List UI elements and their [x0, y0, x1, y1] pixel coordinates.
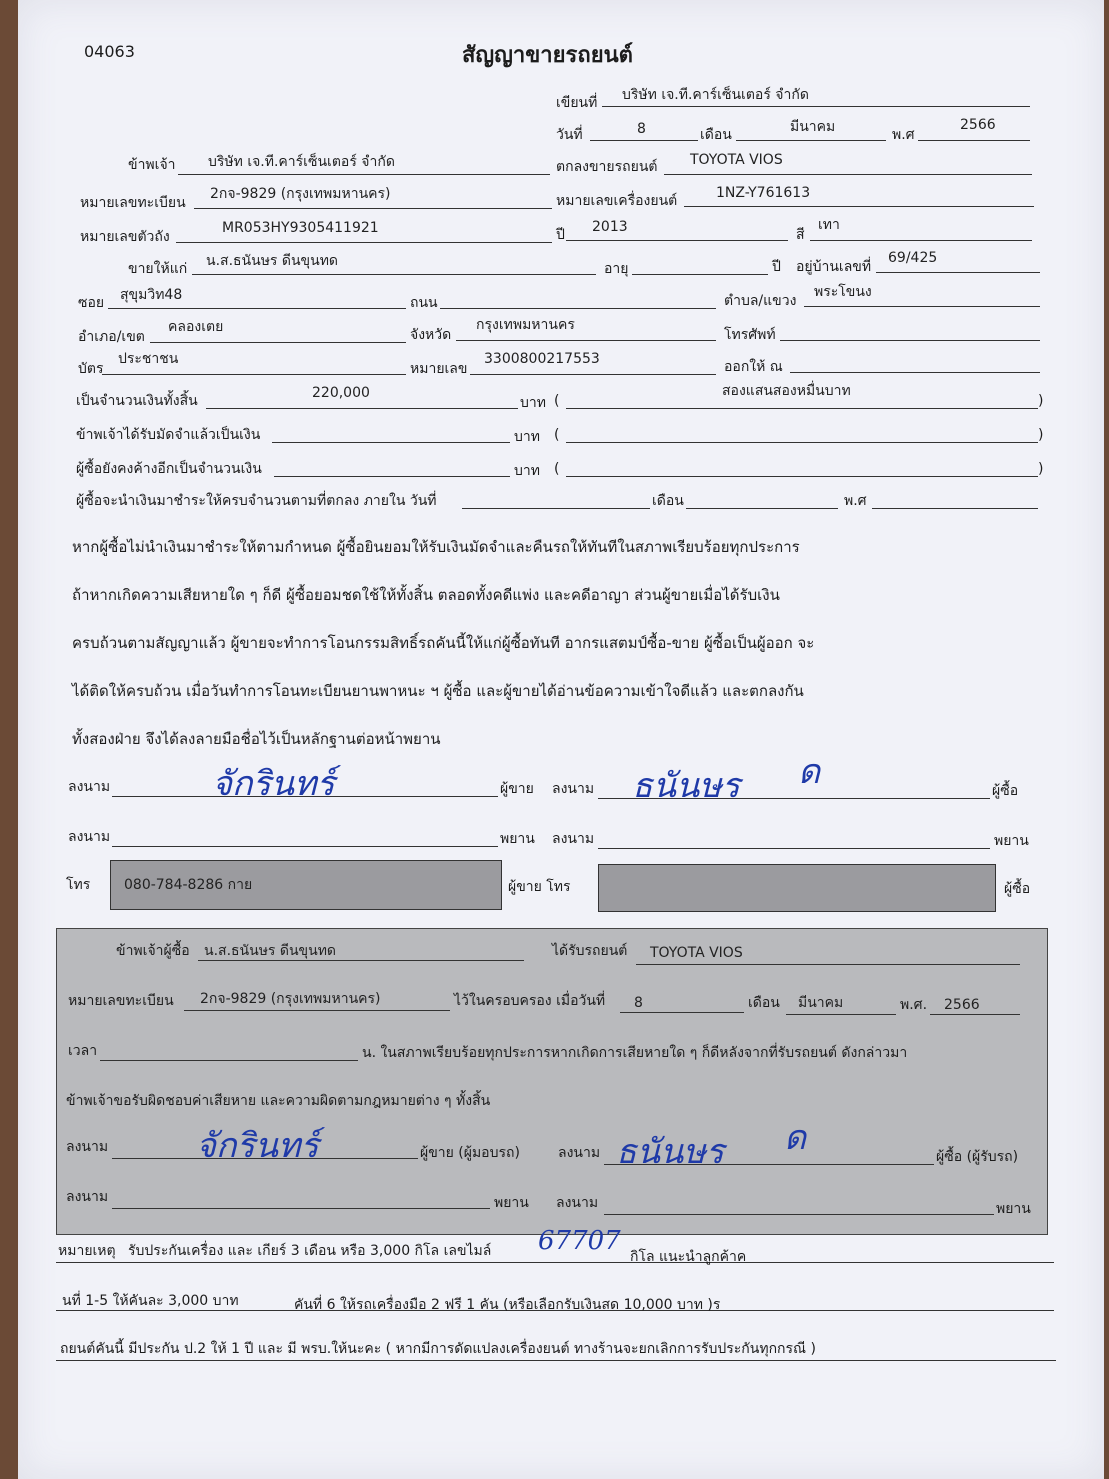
- receipt-line-1: น. ในสภาพเรียบร้อยทุกประการหากเกิดการเสียหายใด ๆ ก็ดีหลังจากที่รับรถยนต์ ดังกล่าวมา: [362, 1045, 908, 1061]
- receipt-month-line: [786, 1014, 896, 1015]
- receipt-car-value: TOYOTA VIOS: [650, 945, 743, 961]
- phone-line: [780, 340, 1040, 341]
- deposit-label: ข้าพเจ้าได้รับมัดจำแล้วเป็นเงิน: [76, 427, 261, 443]
- card-no-line: [470, 374, 716, 375]
- province-label: จังหวัด: [410, 327, 452, 343]
- receipt-buyer-line: [198, 960, 524, 961]
- province-value: กรุงเทพมหานคร: [476, 317, 575, 333]
- addr-label: อยู่บ้านเลขที่: [796, 259, 872, 275]
- receipt-possess-label: ไว้ในครอบครอง เมื่อวันที่: [454, 993, 606, 1009]
- receipt-month-label: เดือน: [748, 995, 780, 1011]
- road-label: ถนน: [410, 295, 438, 311]
- witness2-line: [598, 848, 990, 849]
- document-title: สัญญาขายรถยนต์: [462, 43, 633, 68]
- receipt-witness2-role: พยาน: [996, 1201, 1031, 1217]
- witness1-role: พยาน: [500, 831, 535, 847]
- total-open-paren: (: [554, 393, 560, 409]
- seller-phone-tag: ผู้ขาย โทร: [508, 879, 571, 895]
- receipt-buyer-sign-label: ลงนาม: [558, 1145, 601, 1161]
- receipt-year-value: 2566: [944, 997, 980, 1013]
- chassis-line: [176, 242, 552, 243]
- receipt-day-line: [620, 1012, 744, 1013]
- terms-line-2: ถ้าหากเกิดความเสียหายใด ๆ ก็ดี ผู้ซื้อยอมชดใช้ให้ทั้งสิ้น ตลอดทั้งคดีแพ่ง และคดีอาญา ส่วนผู้ขายเมื่อได้รับเงิน: [72, 586, 780, 604]
- buyer-sign-label: ลงนาม: [552, 781, 595, 797]
- car-year-value: 2013: [592, 219, 628, 235]
- car-year-label: ปี: [556, 227, 565, 243]
- deposit-text-line: [566, 442, 1038, 443]
- receipt-year-line: [930, 1014, 1020, 1015]
- color-label: สี: [796, 227, 805, 243]
- day-line: [590, 140, 698, 141]
- written-at-line: [602, 106, 1030, 107]
- terms-line-5: ทั้งสองฝ่าย จึงได้ลงลายมือชื่อไว้เป็นหลักฐานต่อหน้าพยาน: [72, 730, 441, 748]
- receipt-witness1-label: ลงนาม: [66, 1189, 109, 1205]
- note-line-1: [56, 1262, 1054, 1263]
- buyer-signature: ธนันษร: [632, 766, 740, 806]
- road-line: [440, 308, 716, 309]
- terms-line-4: ได้ติดให้ครบถ้วน เมื่อวันทำการโอนทะเบียนยานพาหนะ ฯ ผู้ซื้อ และผู้ขายได้อ่านข้อความเข้าใจดีแล้ว และตกลงกัน: [72, 682, 804, 700]
- day-value: 8: [637, 121, 646, 137]
- receipt-car-line: [636, 964, 1020, 965]
- buyer-value: น.ส.ธนันษร ดีนขุนทด: [206, 253, 339, 269]
- age-line: [632, 274, 768, 275]
- total-line: [206, 408, 518, 409]
- subdistrict-value: พระโขนง: [814, 284, 872, 300]
- witness2-role: พยาน: [994, 833, 1029, 849]
- year-value: 2566: [960, 117, 996, 133]
- total-text-line: [566, 408, 1038, 409]
- receipt-witness2-line: [604, 1214, 994, 1215]
- deposit-line: [272, 442, 510, 443]
- year-line: [918, 140, 1030, 141]
- receipt-reg-line: [184, 1010, 450, 1011]
- receipt-seller-role: ผู้ขาย (ผู้มอบรถ): [420, 1145, 520, 1161]
- engine-line: [684, 206, 1034, 207]
- receipt-buyer-value: น.ส.ธนันษร ดีนขุนทด: [204, 943, 337, 959]
- receipt-witness1-line: [112, 1208, 490, 1209]
- phone-label: โทรศัพท์: [724, 327, 776, 343]
- seller-phone-label: โทร: [66, 877, 91, 893]
- reg-label: หมายเลขทะเบียน: [80, 195, 186, 211]
- receipt-seller-sign-label: ลงนาม: [66, 1139, 109, 1155]
- addr-value: 69/425: [888, 250, 938, 266]
- note-2a: นที่ 1-5 ให้คันละ 3,000 บาท: [62, 1293, 239, 1309]
- pay-month-label: เดือน: [652, 493, 684, 509]
- month-line: [736, 140, 886, 141]
- pay-day-line: [462, 508, 650, 509]
- pay-label: ผู้ซื้อจะนำเงินมาชำระให้ครบจำนวนตามที่ตกลง ภายใน วันที่: [76, 493, 437, 509]
- car-value: TOYOTA VIOS: [690, 152, 783, 168]
- date-label: วันที่: [556, 127, 583, 143]
- pay-year-label: พ.ศ: [844, 493, 867, 509]
- card-value: ประชาชน: [118, 351, 179, 367]
- buyer-role: ผู้ซื้อ: [992, 783, 1019, 799]
- written-at-value: บริษัท เจ.ที.คาร์เซ็นเตอร์ จำกัด: [622, 87, 809, 103]
- reg-value: 2กจ-9829 (กรุงเทพมหานคร): [210, 186, 391, 202]
- seller-signature: จักรินทร์: [212, 764, 335, 804]
- card-no-value: 3300800217553: [484, 351, 600, 367]
- receipt-witness1-role: พยาน: [494, 1195, 529, 1211]
- engine-value: 1NZ-Y761613: [716, 185, 811, 201]
- buyer-phone-tag: ผู้ซื้อ: [1004, 881, 1031, 897]
- color-value: เทา: [818, 217, 840, 233]
- terms-line-3: ครบถ้วนตามสัญญาแล้ว ผู้ขายจะทำการโอนกรรมสิทธิ์รถคันนี้ให้แก่ผู้ซื้อทันที อากรแสตมป์ซื้อ-ขาย ผู้ซื้อเป็นผู้ออก จะ: [72, 634, 815, 652]
- pay-month-line: [686, 508, 838, 509]
- receipt-month-value: มีนาคม: [798, 995, 844, 1011]
- note-line-3: [56, 1360, 1056, 1361]
- remain-label: ผู้ซื้อยังคงค้างอีกเป็นจำนวนเงิน: [76, 461, 262, 477]
- age-label: อายุ: [604, 261, 629, 277]
- car-line: [664, 174, 1032, 175]
- remain-open-paren: (: [554, 461, 560, 477]
- receipt-section: [56, 928, 1048, 1235]
- note-1: รับประกันเครื่อง และ เกียร์ 3 เดือน หรือ 3,000 กิโล เลขไมล์: [128, 1243, 492, 1259]
- color-line: [810, 240, 1032, 241]
- buyer-initial: ด: [798, 752, 821, 792]
- deposit-close-paren: ): [1038, 427, 1044, 443]
- note-3: ถยนต์คันนี้ มีประกัน ป.2 ให้ 1 ปี และ มี พรบ.ให้นะคะ ( หากมีการดัดแปลงเครื่องยนต์ ทางร้านจะยกเลิกการรับประกันทุกกรณี ): [60, 1341, 816, 1357]
- soi-label: ซอย: [78, 295, 105, 311]
- receipt-time-label: เวลา: [68, 1043, 98, 1059]
- witness2-sign-label: ลงนาม: [552, 831, 595, 847]
- agree-label: ตกลงขายรถยนต์: [556, 159, 658, 175]
- subdistrict-line: [804, 306, 1040, 307]
- receipt-time-line: [100, 1060, 358, 1061]
- buyer-phone-box: [598, 864, 996, 912]
- chassis-value: MR053HY9305411921: [222, 220, 379, 236]
- soi-value: สุขุมวิท48: [120, 287, 183, 303]
- soi-line: [108, 308, 406, 309]
- receipt-witness2-label: ลงนาม: [556, 1195, 599, 1211]
- sell-to-label: ขายให้แก่: [128, 261, 188, 277]
- seller-role: ผู้ขาย: [500, 781, 534, 797]
- remain-close-paren: ): [1038, 461, 1044, 477]
- total-baht: บาท: [520, 395, 546, 411]
- receipt-line-2: ข้าพเจ้าขอรับผิดชอบค่าเสียหาย และความผิดตามกฎหมายต่าง ๆ ทั้งสิ้น: [66, 1093, 491, 1109]
- pay-year-line: [872, 508, 1038, 509]
- card-no-label: หมายเลข: [410, 361, 468, 377]
- total-text: สองแสนสองหมื่นบาท: [722, 383, 851, 399]
- reg-line: [194, 208, 552, 209]
- receipt-buyer-role: ผู้ซื้อ (ผู้รับรถ): [936, 1149, 1019, 1165]
- total-label: เป็นจำนวนเงินทั้งสิ้น: [76, 393, 198, 409]
- addr-line: [876, 272, 1040, 273]
- i-value: บริษัท เจ.ที.คาร์เซ็นเตอร์ จำกัด: [208, 154, 395, 170]
- seller-phone-value: 080-784-8286 กาย: [124, 877, 253, 893]
- age-unit: ปี: [772, 259, 781, 275]
- engine-label: หมายเลขเครื่องยนต์: [556, 193, 678, 209]
- remain-text-line: [566, 476, 1038, 477]
- card-line: [102, 374, 406, 375]
- total-close-paren: ): [1038, 393, 1044, 409]
- receipt-buyer-signature: ธนันษร: [616, 1132, 724, 1172]
- district-label: อำเภอ/เขต: [78, 329, 145, 345]
- witness1-line: [112, 846, 498, 847]
- receipt-reg-label: หมายเลขทะเบียน: [68, 993, 174, 1009]
- receipt-day-value: 8: [634, 995, 643, 1011]
- chassis-label: หมายเลขตัวถัง: [80, 229, 170, 245]
- note-1-tail: กิโล แนะนำลูกค้าค: [630, 1249, 747, 1265]
- remain-baht: บาท: [514, 463, 540, 479]
- seller-sign-label: ลงนาม: [68, 779, 111, 795]
- receipt-seller-signature: จักรินทร์: [196, 1126, 319, 1166]
- total-value: 220,000: [312, 385, 370, 401]
- year-label: พ.ศ: [892, 127, 915, 143]
- written-at-label: เขียนที่: [556, 95, 598, 111]
- receipt-buyer-label: ข้าพเจ้าผู้ซื้อ: [116, 943, 190, 959]
- month-value: มีนาคม: [790, 119, 836, 135]
- remain-line: [274, 476, 510, 477]
- buyer-line: [192, 274, 596, 275]
- document-number: 04063: [84, 42, 135, 61]
- i-label: ข้าพเจ้า: [128, 157, 176, 173]
- car-year-line: [566, 240, 788, 241]
- i-line: [178, 174, 550, 175]
- deposit-baht: บาท: [514, 429, 540, 445]
- receipt-buyer-initial: ด: [784, 1118, 807, 1158]
- witness1-sign-label: ลงนาม: [68, 829, 111, 845]
- district-line: [150, 342, 406, 343]
- receipt-reg-value: 2กจ-9829 (กรุงเทพมหานคร): [200, 991, 381, 1007]
- issued-label: ออกให้ ณ: [724, 359, 783, 375]
- deposit-open-paren: (: [554, 427, 560, 443]
- issued-line: [790, 372, 1040, 373]
- subdistrict-label: ตำบล/แขวง: [724, 293, 797, 309]
- mileage-value: 67707: [538, 1226, 621, 1256]
- terms-line-1: หากผู้ซื้อไม่นำเงินมาชำระให้ตามกำหนด ผู้ซื้อยินยอมให้รับเงินมัดจำและคืนรถให้ทันทีในสภาพเรียบร้อยทุกประการ: [72, 538, 800, 556]
- card-label: บัตร: [78, 361, 104, 377]
- receipt-year-label: พ.ศ.: [900, 997, 928, 1013]
- note-label: หมายเหตุ: [58, 1243, 116, 1259]
- note-2b: คันที่ 6 ให้รถเครื่องมือ 2 ฟรี 1 คัน (หรือเลือกรับเงินสด 10,000 บาท )ร: [294, 1297, 721, 1313]
- month-label: เดือน: [700, 127, 732, 143]
- receipt-received-label: ได้รับรถยนต์: [552, 943, 628, 959]
- district-value: คลองเตย: [168, 319, 224, 335]
- province-line: [456, 340, 716, 341]
